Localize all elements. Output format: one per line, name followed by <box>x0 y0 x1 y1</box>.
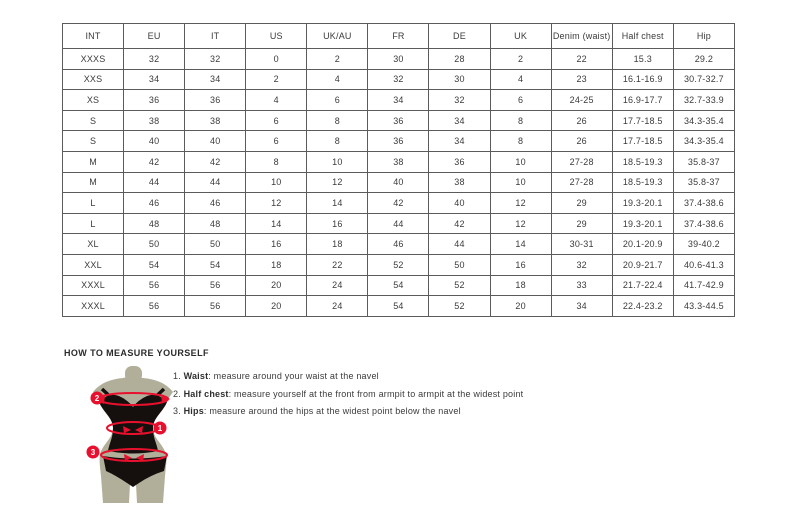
value-cell: 36 <box>368 131 429 152</box>
column-header: UK/AU <box>307 24 368 49</box>
size-cell: XXXS <box>63 49 124 70</box>
value-cell: 38 <box>368 151 429 172</box>
table-row <box>63 172 735 193</box>
size-cell: XL <box>63 234 124 255</box>
value-cell: 15.3 <box>612 49 673 70</box>
table-row <box>63 254 735 275</box>
value-cell: 30 <box>429 69 490 90</box>
value-cell: 6 <box>490 90 551 111</box>
value-cell: 16 <box>246 234 307 255</box>
badge-chest <box>91 392 104 405</box>
size-cell: S <box>63 131 124 152</box>
step-number: 1. <box>173 371 181 381</box>
size-cell: M <box>63 172 124 193</box>
value-cell: 20 <box>246 296 307 317</box>
step-number: 3. <box>173 406 181 416</box>
badge-hips <box>87 446 100 459</box>
value-cell: 16.1-16.9 <box>612 69 673 90</box>
value-cell: 32 <box>368 69 429 90</box>
value-cell: 52 <box>429 296 490 317</box>
value-cell: 10 <box>246 172 307 193</box>
value-cell: 32 <box>124 49 185 70</box>
value-cell: 56 <box>124 275 185 296</box>
value-cell: 35.8-37 <box>673 151 734 172</box>
column-header: DE <box>429 24 490 49</box>
size-cell: M <box>63 151 124 172</box>
value-cell: 40.6-41.3 <box>673 254 734 275</box>
value-cell: 2 <box>307 49 368 70</box>
value-cell: 34.3-35.4 <box>673 110 734 131</box>
value-cell: 37.4-38.6 <box>673 193 734 214</box>
value-cell: 20.1-20.9 <box>612 234 673 255</box>
value-cell: 34 <box>551 296 612 317</box>
value-cell: 18.5-19.3 <box>612 172 673 193</box>
value-cell: 21.7-22.4 <box>612 275 673 296</box>
step-label: Waist <box>183 371 209 381</box>
table-row <box>63 213 735 234</box>
value-cell: 32 <box>185 49 246 70</box>
svg-text:1: 1 <box>157 424 163 433</box>
value-cell: 44 <box>185 172 246 193</box>
value-cell: 30-31 <box>551 234 612 255</box>
size-cell: XXXL <box>63 275 124 296</box>
value-cell: 29 <box>551 193 612 214</box>
value-cell: 42 <box>368 193 429 214</box>
value-cell: 56 <box>185 275 246 296</box>
value-cell: 36 <box>185 90 246 111</box>
value-cell: 32.7-33.9 <box>673 90 734 111</box>
value-cell: 40 <box>368 172 429 193</box>
measure-step-half-chest <box>173 389 523 400</box>
value-cell: 36 <box>368 110 429 131</box>
value-cell: 56 <box>185 296 246 317</box>
column-header: EU <box>124 24 185 49</box>
value-cell: 48 <box>124 213 185 234</box>
value-cell: 27-28 <box>551 172 612 193</box>
value-cell: 8 <box>490 131 551 152</box>
value-cell: 16.9-17.7 <box>612 90 673 111</box>
value-cell: 19.3-20.1 <box>612 193 673 214</box>
value-cell: 50 <box>124 234 185 255</box>
value-cell: 14 <box>246 213 307 234</box>
value-cell: 2 <box>490 49 551 70</box>
value-cell: 22 <box>307 254 368 275</box>
column-header: FR <box>368 24 429 49</box>
value-cell: 17.7-18.5 <box>612 131 673 152</box>
column-header: INT <box>63 24 124 49</box>
value-cell: 42 <box>429 213 490 234</box>
value-cell: 10 <box>307 151 368 172</box>
value-cell: 42 <box>185 151 246 172</box>
value-cell: 4 <box>246 90 307 111</box>
value-cell: 2 <box>246 69 307 90</box>
value-cell: 6 <box>246 110 307 131</box>
table-body <box>63 49 735 317</box>
value-cell: 12 <box>246 193 307 214</box>
step-text: : measure around your waist at the navel <box>208 371 379 381</box>
value-cell: 40 <box>124 131 185 152</box>
value-cell: 33 <box>551 275 612 296</box>
value-cell: 35.8-37 <box>673 172 734 193</box>
table-row <box>63 151 735 172</box>
badge-waist <box>154 422 167 435</box>
step-label: Half chest <box>183 388 229 399</box>
size-cell: XS <box>63 90 124 111</box>
table-row <box>63 193 735 214</box>
value-cell: 54 <box>368 296 429 317</box>
value-cell: 46 <box>185 193 246 214</box>
value-cell: 16 <box>490 254 551 275</box>
value-cell: 32 <box>551 254 612 275</box>
value-cell: 20.9-21.7 <box>612 254 673 275</box>
value-cell: 44 <box>124 172 185 193</box>
step-text: : measure around the hips at the widest point below the navel <box>203 406 461 416</box>
column-header: UK <box>490 24 551 49</box>
value-cell: 23 <box>551 69 612 90</box>
value-cell: 22.4-23.2 <box>612 296 673 317</box>
column-header: US <box>246 24 307 49</box>
value-cell: 28 <box>429 49 490 70</box>
column-header: Half chest <box>612 24 673 49</box>
value-cell: 12 <box>490 193 551 214</box>
column-header: Denim (waist) <box>551 24 612 49</box>
value-cell: 42 <box>124 151 185 172</box>
size-cell: XXS <box>63 69 124 90</box>
value-cell: 14 <box>490 234 551 255</box>
value-cell: 30.7-32.7 <box>673 69 734 90</box>
value-cell: 38 <box>124 110 185 131</box>
value-cell: 14 <box>307 193 368 214</box>
value-cell: 54 <box>185 254 246 275</box>
table-row <box>63 234 735 255</box>
value-cell: 26 <box>551 131 612 152</box>
value-cell: 54 <box>368 275 429 296</box>
value-cell: 4 <box>490 69 551 90</box>
value-cell: 18 <box>490 275 551 296</box>
measure-step-hips <box>173 406 523 417</box>
value-cell: 24 <box>307 275 368 296</box>
value-cell: 24 <box>307 296 368 317</box>
value-cell: 36 <box>429 151 490 172</box>
value-cell: 34 <box>124 69 185 90</box>
table-row <box>63 69 735 90</box>
size-cell: L <box>63 193 124 214</box>
value-cell: 20 <box>490 296 551 317</box>
value-cell: 20 <box>246 275 307 296</box>
value-cell: 30 <box>368 49 429 70</box>
value-cell: 52 <box>429 275 490 296</box>
value-cell: 8 <box>246 151 307 172</box>
column-header: Hip <box>673 24 734 49</box>
value-cell: 12 <box>307 172 368 193</box>
value-cell: 38 <box>185 110 246 131</box>
value-cell: 54 <box>124 254 185 275</box>
header-row <box>63 24 735 49</box>
value-cell: 40 <box>185 131 246 152</box>
table-row <box>63 131 735 152</box>
value-cell: 40 <box>429 193 490 214</box>
value-cell: 4 <box>307 69 368 90</box>
value-cell: 19.3-20.1 <box>612 213 673 234</box>
value-cell: 48 <box>185 213 246 234</box>
value-cell: 39-40.2 <box>673 234 734 255</box>
value-cell: 36 <box>124 90 185 111</box>
svg-text:3: 3 <box>90 448 96 457</box>
value-cell: 24-25 <box>551 90 612 111</box>
value-cell: 37.4-38.6 <box>673 213 734 234</box>
table-row <box>63 49 735 70</box>
value-cell: 34 <box>185 69 246 90</box>
value-cell: 50 <box>185 234 246 255</box>
value-cell: 34 <box>429 110 490 131</box>
measure-steps-list <box>173 371 523 424</box>
value-cell: 32 <box>429 90 490 111</box>
value-cell: 34 <box>368 90 429 111</box>
value-cell: 29.2 <box>673 49 734 70</box>
value-cell: 22 <box>551 49 612 70</box>
value-cell: 44 <box>368 213 429 234</box>
value-cell: 46 <box>124 193 185 214</box>
size-cell: L <box>63 213 124 234</box>
measure-section-heading: HOW TO MEASURE YOURSELF <box>64 348 209 358</box>
value-cell: 18 <box>246 254 307 275</box>
table-row <box>63 275 735 296</box>
value-cell: 43.3-44.5 <box>673 296 734 317</box>
step-label: Hips <box>183 406 204 416</box>
table-row <box>63 110 735 131</box>
value-cell: 18 <box>307 234 368 255</box>
column-header: IT <box>185 24 246 49</box>
value-cell: 29 <box>551 213 612 234</box>
value-cell: 50 <box>429 254 490 275</box>
value-cell: 12 <box>490 213 551 234</box>
table-row <box>63 90 735 111</box>
value-cell: 8 <box>307 110 368 131</box>
table-row <box>63 296 735 317</box>
step-number: 2. <box>173 388 181 399</box>
value-cell: 10 <box>490 172 551 193</box>
value-cell: 16 <box>307 213 368 234</box>
size-cell: S <box>63 110 124 131</box>
value-cell: 26 <box>551 110 612 131</box>
value-cell: 18.5-19.3 <box>612 151 673 172</box>
value-cell: 41.7-42.9 <box>673 275 734 296</box>
size-cell: XXXL <box>63 296 124 317</box>
value-cell: 8 <box>490 110 551 131</box>
value-cell: 27-28 <box>551 151 612 172</box>
value-cell: 17.7-18.5 <box>612 110 673 131</box>
value-cell: 6 <box>307 90 368 111</box>
value-cell: 34 <box>429 131 490 152</box>
value-cell: 10 <box>490 151 551 172</box>
value-cell: 44 <box>429 234 490 255</box>
step-text: : measure yourself at the front from armpit to armpit at the widest point <box>228 388 524 399</box>
value-cell: 38 <box>429 172 490 193</box>
value-cell: 56 <box>124 296 185 317</box>
value-cell: 52 <box>368 254 429 275</box>
value-cell: 34.3-35.4 <box>673 131 734 152</box>
size-cell: XXL <box>63 254 124 275</box>
value-cell: 8 <box>307 131 368 152</box>
value-cell: 46 <box>368 234 429 255</box>
measure-step-waist <box>173 371 523 382</box>
svg-text:2: 2 <box>94 394 100 403</box>
value-cell: 6 <box>246 131 307 152</box>
value-cell: 0 <box>246 49 307 70</box>
size-chart-table <box>62 23 735 317</box>
